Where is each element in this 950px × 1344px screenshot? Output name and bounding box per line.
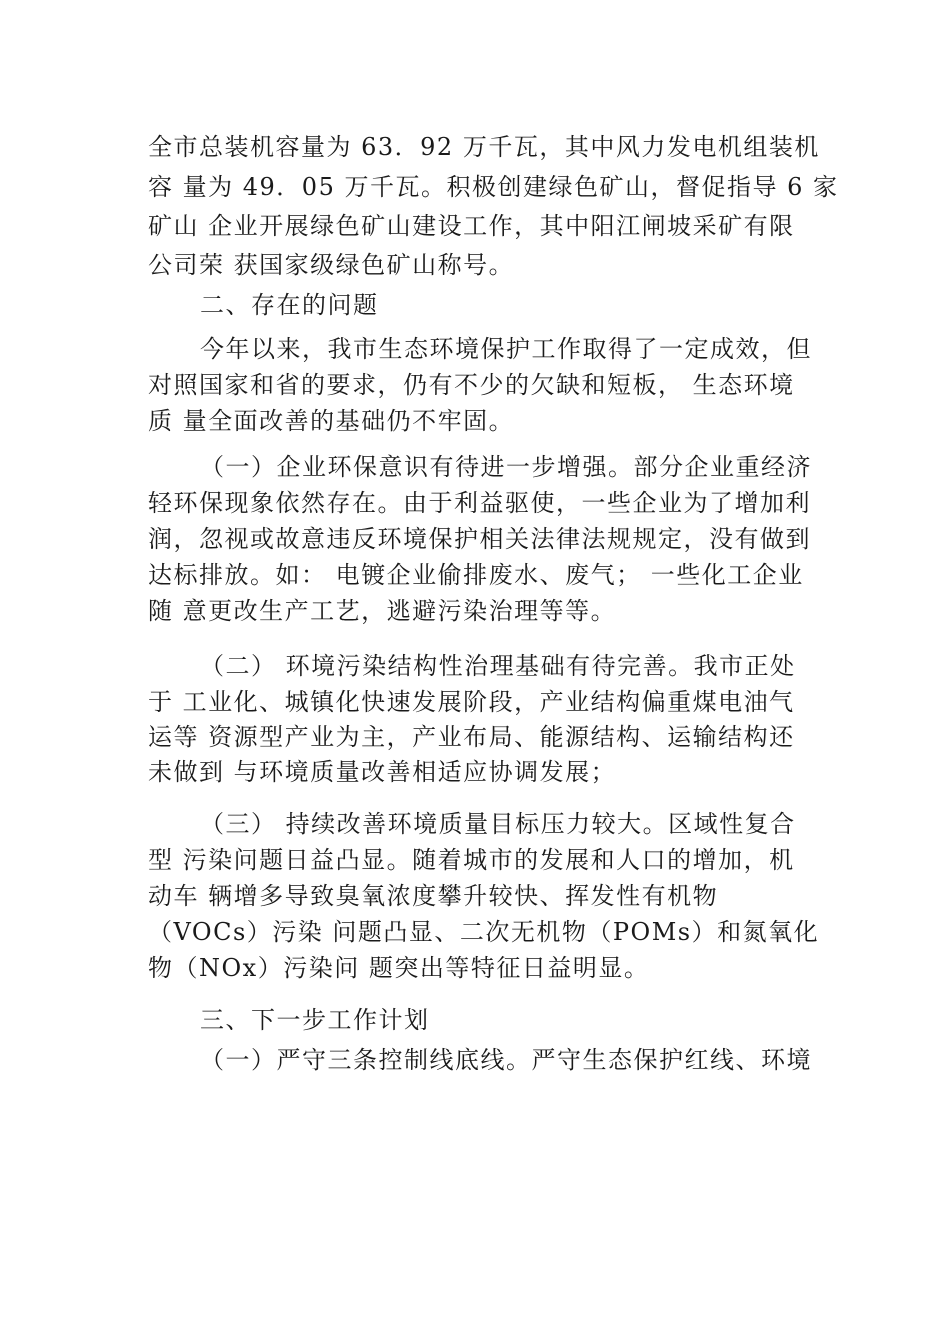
text-line: 润，忽视或故意违反环境保护相关法律法规规定，没有做到 xyxy=(148,525,811,553)
text-line: 全市总装机容量为 63．92 万千瓦，其中风力发电机组装机 xyxy=(148,133,820,161)
text-line: 矿山 企业开展绿色矿山建设工作，其中阳江闸坡采矿有限 xyxy=(148,212,795,240)
text-line: （一）企业环保意识有待进一步增强。部分企业重经济 xyxy=(200,453,812,481)
text-line: 质 量全面改善的基础仍不牢固。 xyxy=(148,407,515,435)
text-line: 未做到 与环境质量改善相适应协调发展； xyxy=(148,758,617,786)
text-line: （二） 环境污染结构性治理基础有待完善。我市正处 xyxy=(200,652,796,680)
text-line: （一）严守三条控制线底线。严守生态保护红线、环境 xyxy=(200,1046,812,1074)
text-line: 运等 资源型产业为主，产业布局、能源结构、运输结构还 xyxy=(148,723,795,751)
text-line: 对照国家和省的要求，仍有不少的欠缺和短板， 生态环境 xyxy=(148,371,795,399)
text-line: 公司荣 获国家级绿色矿山称号。 xyxy=(148,251,515,279)
text-line: 随 意更改生产工艺，逃避污染治理等等。 xyxy=(148,597,617,625)
text-line: （三） 持续改善环境质量目标压力较大。区域性复合 xyxy=(200,810,796,838)
text-line: 今年以来，我市生态环境保护工作取得了一定成效，但 xyxy=(200,335,812,363)
text-line: 物（NOx）污染问 题突出等特征日益明显。 xyxy=(148,954,650,982)
text-line: 动车 辆增多导致臭氧浓度攀升较快、挥发性有机物 xyxy=(148,882,719,910)
text-line: 容 量为 49．05 万千瓦。积极创建绿色矿山，督促指导 6 家 xyxy=(148,173,839,201)
section-heading-next-steps: 三、下一步工作计划 xyxy=(200,1006,430,1034)
text-line: （VOCs）污染 问题凸显、二次无机物（POMs）和氮氧化 xyxy=(148,918,820,946)
text-line: 于 工业化、城镇化快速发展阶段，产业结构偏重煤电油气 xyxy=(148,688,795,716)
text-line: 型 污染问题日益凸显。随着城市的发展和人口的增加，机 xyxy=(148,846,795,874)
text-line: 轻环保现象依然存在。由于利益驱使，一些企业为了增加利 xyxy=(148,489,811,517)
section-heading-problems: 二、存在的问题 xyxy=(200,291,379,319)
text-line: 达标排放。如： 电镀企业偷排废水、废气； 一些化工企业 xyxy=(148,561,804,589)
